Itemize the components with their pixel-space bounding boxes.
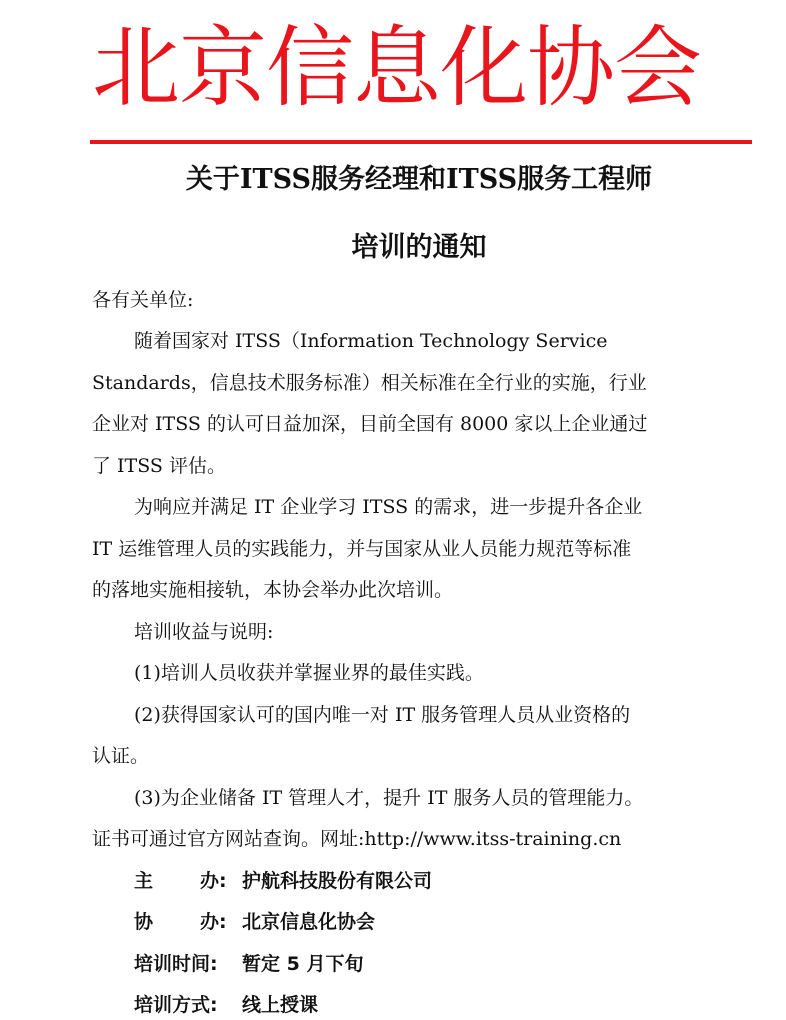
training-mode-value: 线上授课	[242, 994, 319, 1016]
benefit-item-3: (3)为企业储备 IT 管理人才，提升 IT 服务人员的管理能力。	[134, 787, 644, 809]
training-mode-label: 培训方式:	[134, 994, 218, 1016]
paragraph-1-line-3: 企业对 ITSS 的认可日益加深，目前全国有 8000 家以上企业通过	[92, 413, 648, 435]
paragraph-1-line-1: 随着国家对 ITSS（Information Technology Service	[134, 330, 608, 352]
document-title-line-2: 培训的通知	[351, 232, 487, 263]
paragraph-2-line-1: 为响应并满足 IT 企业学习 ITSS 的需求，进一步提升各企业	[134, 496, 643, 518]
training-time-row	[134, 949, 363, 979]
host-value: 护航科技股份有限公司	[242, 870, 433, 892]
co-organizer-value: 北京信息化协会	[242, 911, 376, 933]
host-label: 主 办:	[134, 870, 227, 892]
letterhead-divider	[90, 140, 752, 144]
salutation: 各有关单位:	[92, 289, 194, 311]
co-organizer-label: 协 办:	[134, 911, 227, 933]
training-mode-row	[134, 990, 318, 1020]
training-time-value: 暂定 5 月下旬	[242, 953, 364, 975]
paragraph-2-line-3: 的落地实施相接轨，本协会举办此次培训。	[92, 579, 454, 601]
paragraph-2-line-2: IT 运维管理人员的实践能力，并与国家从业人员能力规范等标准	[92, 538, 632, 560]
benefit-item-1: (1)培训人员收获并掌握业界的最佳实践。	[134, 662, 484, 684]
benefits-heading: 培训收益与说明:	[134, 621, 274, 643]
paragraph-1-line-2: Standards，信息技术服务标准）相关标准在全行业的实施，行业	[92, 372, 647, 394]
host-organizer-row	[134, 866, 432, 896]
document-title-line-1: 关于ITSS服务经理和ITSS服务工程师	[185, 164, 653, 195]
training-time-label: 培训时间:	[134, 953, 218, 975]
benefit-item-2-line-1: (2)获得国家认可的国内唯一对 IT 服务管理人员从业资格的	[134, 704, 631, 726]
certificate-website-line: 证书可通过官方网站查询。网址:http://www.itss-training.cn	[92, 828, 622, 850]
organization-letterhead: 北京信息化协会	[92, 16, 702, 119]
benefit-item-2-line-2: 认证。	[92, 745, 150, 767]
co-organizer-row	[134, 907, 375, 937]
paragraph-1-line-4: 了 ITSS 评估。	[92, 455, 226, 477]
